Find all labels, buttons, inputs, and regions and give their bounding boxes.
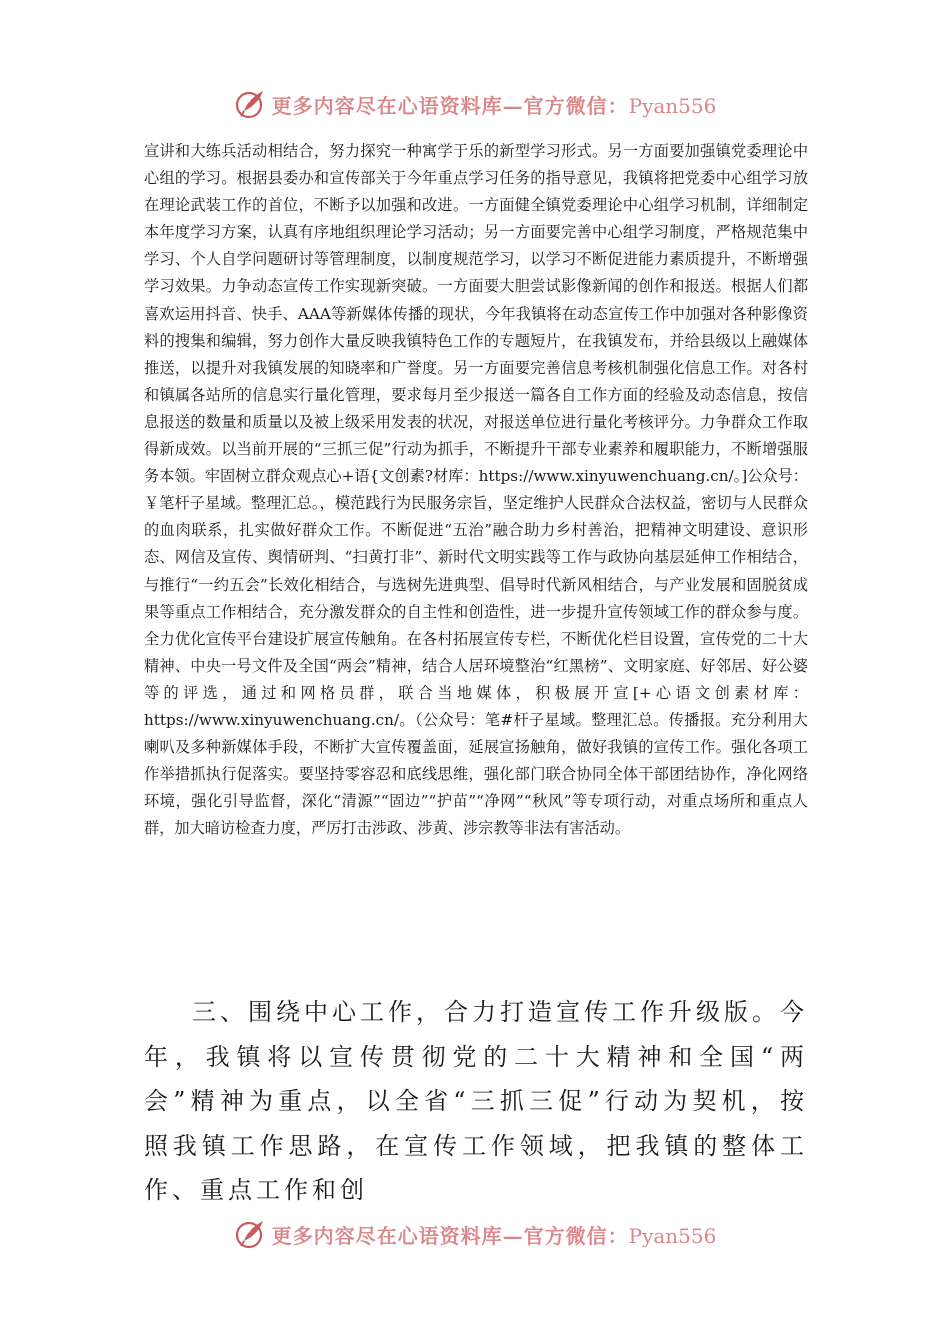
header-banner-label: 更多内容尽在心语资料库—官方微信： xyxy=(271,93,629,118)
quill-pen-icon xyxy=(234,88,266,120)
section-text xyxy=(144,990,808,1213)
header-banner xyxy=(0,84,950,124)
body-text xyxy=(144,138,808,842)
footer-banner-text xyxy=(272,1220,717,1249)
footer-wechat-id: Pyan556 xyxy=(628,1223,717,1248)
header-wechat-id: Pyan556 xyxy=(628,93,717,118)
header-banner-text xyxy=(272,90,717,119)
body-paragraph: 宣讲和大练兵活动相结合，努力探究一种寓学于乐的新型学习形式。另一方面要加强镇党委理论中心组的学习。根据县委办和宣传部关于今年重点学习任务的指导意见，我镇将把党委中心组学习放在理论武装工作的首位，不断予以加强和改进。一方面健全镇党委理论中心组学习机制，详细制定本年度学习方案，认真有序地组织理论学习活动；另一方面要完善中心组学习制度，严格规范集中学习、个人自学问题研讨等管理制度，以制度规范学习，以学习不断促进能力素质提升，不断增强学习效果。力争动态宣传工作实现新突破。一方面要大胆尝试影像新闻的创作和报送。根据人们都喜欢运用抖音、快手、AAA等新媒体传播的现状，今年我镇将在动态宣传工作中加强对各种影像资料的搜集和编辑，努力创作大量反映我镇特色工作的专题短片，在我镇发布，并给县级以上融媒体推送，以提升对我镇发展的知晓率和广誉度。另一方面要完善信息考核机制强化信息工作。对各村和镇属各站所的信息实行量化管理，要求每月至少报送一篇各自工作方面的经验及动态信息，按信息报送的数量和质量以及被上级采用发表的状况，对报送单位进行量化考核评分。力争群众工作取得新成效。以当前开展的“三抓三促”行动为抓手，不断提升干部专业素养和履职能力，不断增强服务本领。牢固树立群众观点心+语{文创素?材库：https://www.xinyuwenchuang.cn/。]公众号：￥笔杆子星域。整理汇总。，模范践行为民服务宗旨，坚定维护人民群众合法权益，密切与人民群众的血肉联系，扎实做好群众工作。不断促进“五治”融合助力乡村善治，把精神文明建设、意识形态、网信及宣传、舆情研判、“扫黄打非”、新时代文明实践等工作与政协向基层延伸工作相结合，与推行“一约五会”长效化相结合，与选树先进典型、倡导时代新风相结合，与产业发展和固脱贫成果等重点工作相结合，充分激发群众的自主性和创造性，进一步提升宣传领域工作的群众参与度。全力优化宣传平台建设扩展宣传触角。在各村拓展宣传专栏，不断优化栏目设置，宣传党的二十大精神、中央一号文件及全国“两会”精神，结合人居环境整治“红黑榜”、文明家庭、好邻居、好公婆等的评选，通过和网格员群，联合当地媒体，积极展开宣[+心语文创素材库：https://www.xinyuwenchuang.cn/。（公众号：笔#杆子星域。整理汇总。传播报。充分利用大喇叭及多种新媒体手段，不断扩大宣传覆盖面，延展宣扬触角，做好我镇的宣传工作。强化各项工作举措抓执行促落实。要坚持零容忍和底线思维，强化部门联合协同全体干部团结协作，净化网络环境，强化引导监督，深化“清源”“固边”“护苗”“净网”“秋风”等专项行动，对重点场所和重点人群，加大暗访检查力度，严厉打击涉政、涉黄、涉宗教等非法有害活动。 xyxy=(144,142,808,838)
quill-pen-icon xyxy=(234,1218,266,1250)
section-paragraph: 三、围绕中心工作，合力打造宣传工作升级版。今年，我镇将以宣传贯彻党的二十大精神和全国“两会”精神为重点，以全省“三抓三促”行动为契机，按照我镇工作思路，在宣传工作领域，把我镇的整体工作、重点工作和创 xyxy=(144,998,808,1204)
footer-banner-label: 更多内容尽在心语资料库—官方微信： xyxy=(271,1223,629,1248)
footer-banner xyxy=(0,1214,950,1254)
